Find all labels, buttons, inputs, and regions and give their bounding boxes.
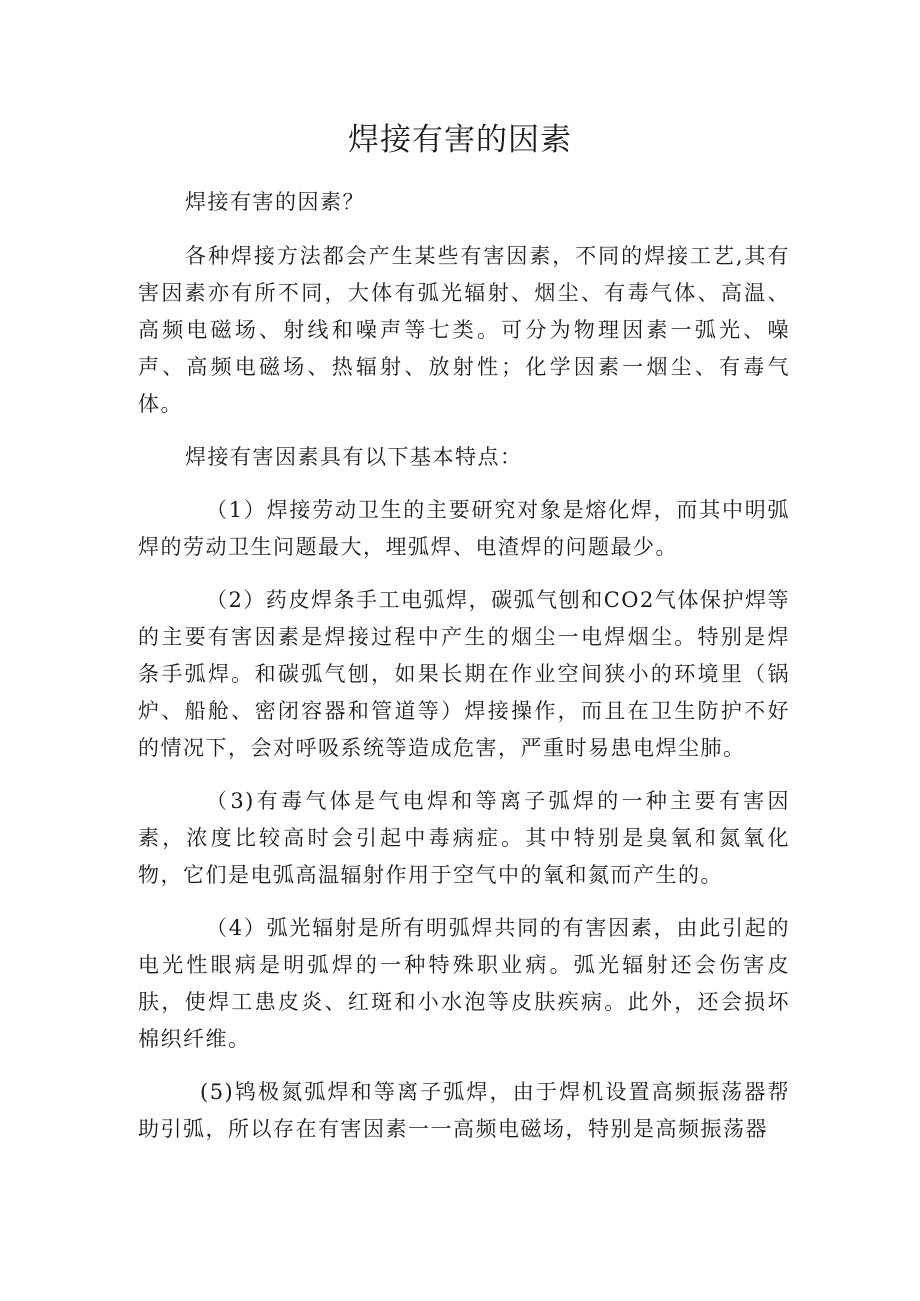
paragraph-question: 焊接有害的因素？ <box>185 190 365 214</box>
paragraph-features-intro: 焊接有害因素具有以下基本特点： <box>185 445 523 469</box>
paragraph-item-4: （4）弧光辐射是所有明弧焊共同的有害因素，由此引起的电光性眼病是明弧焊的一种特殊职业病。弧光辐射还会伤害皮肤，使焊工患皮炎、红斑和小水泡等皮肤疾病。此外，还会损坏棉织纤维。 <box>138 916 790 1051</box>
paragraph-overview: 各种焊接方法都会产生某些有害因素，不同的焊接工艺,其有害因素亦有所不同，大体有弧光辐射、烟尘、有毒气体、高温、高频电磁场、射线和噪声等七类。可分为物理因素一弧光、噪声、高频电磁场、热辐射、放射性；化学因素一烟尘、有毒气体。 <box>138 244 790 416</box>
paragraph-item-1: （1）焊接劳动卫生的主要研究对象是熔化焊，而其中明弧焊的劳动卫生问题最大，埋弧焊、电渣焊的问题最少。 <box>138 498 790 559</box>
paragraph-item-3: （3)有毒气体是气电焊和等离子弧焊的一种主要有害因素，浓度比较高时会引起中毒病症。其中特别是臭氧和氮氧化物，它们是电弧高温辐射作用于空气中的氧和氮而产生的。 <box>138 789 790 887</box>
paragraph-item-5: (5)鸨极氮弧焊和等离子弧焊，由于焊机设置高频振荡器帮助引弧，所以存在有害因素一一高频电磁场，特别是高频振荡器 <box>138 1080 790 1141</box>
document-body <box>138 184 790 1148</box>
document-title: 焊接有害的因素 <box>348 122 572 158</box>
paragraph-item-2: （2）药皮焊条手工电弧焊，碳弧气刨和CO2气体保护焊等的主要有害因素是焊接过程中产生的烟尘一电焊烟尘。特别是焊条手弧焊。和碳弧气刨，如果长期在作业空间狭小的环境里（锅炉、船舱、密闭容器和管道等）焊接操作，而且在卫生防护不好的情况下，会对呼吸系统等造成危害，严重时易患电焊尘肺。 <box>138 588 790 760</box>
